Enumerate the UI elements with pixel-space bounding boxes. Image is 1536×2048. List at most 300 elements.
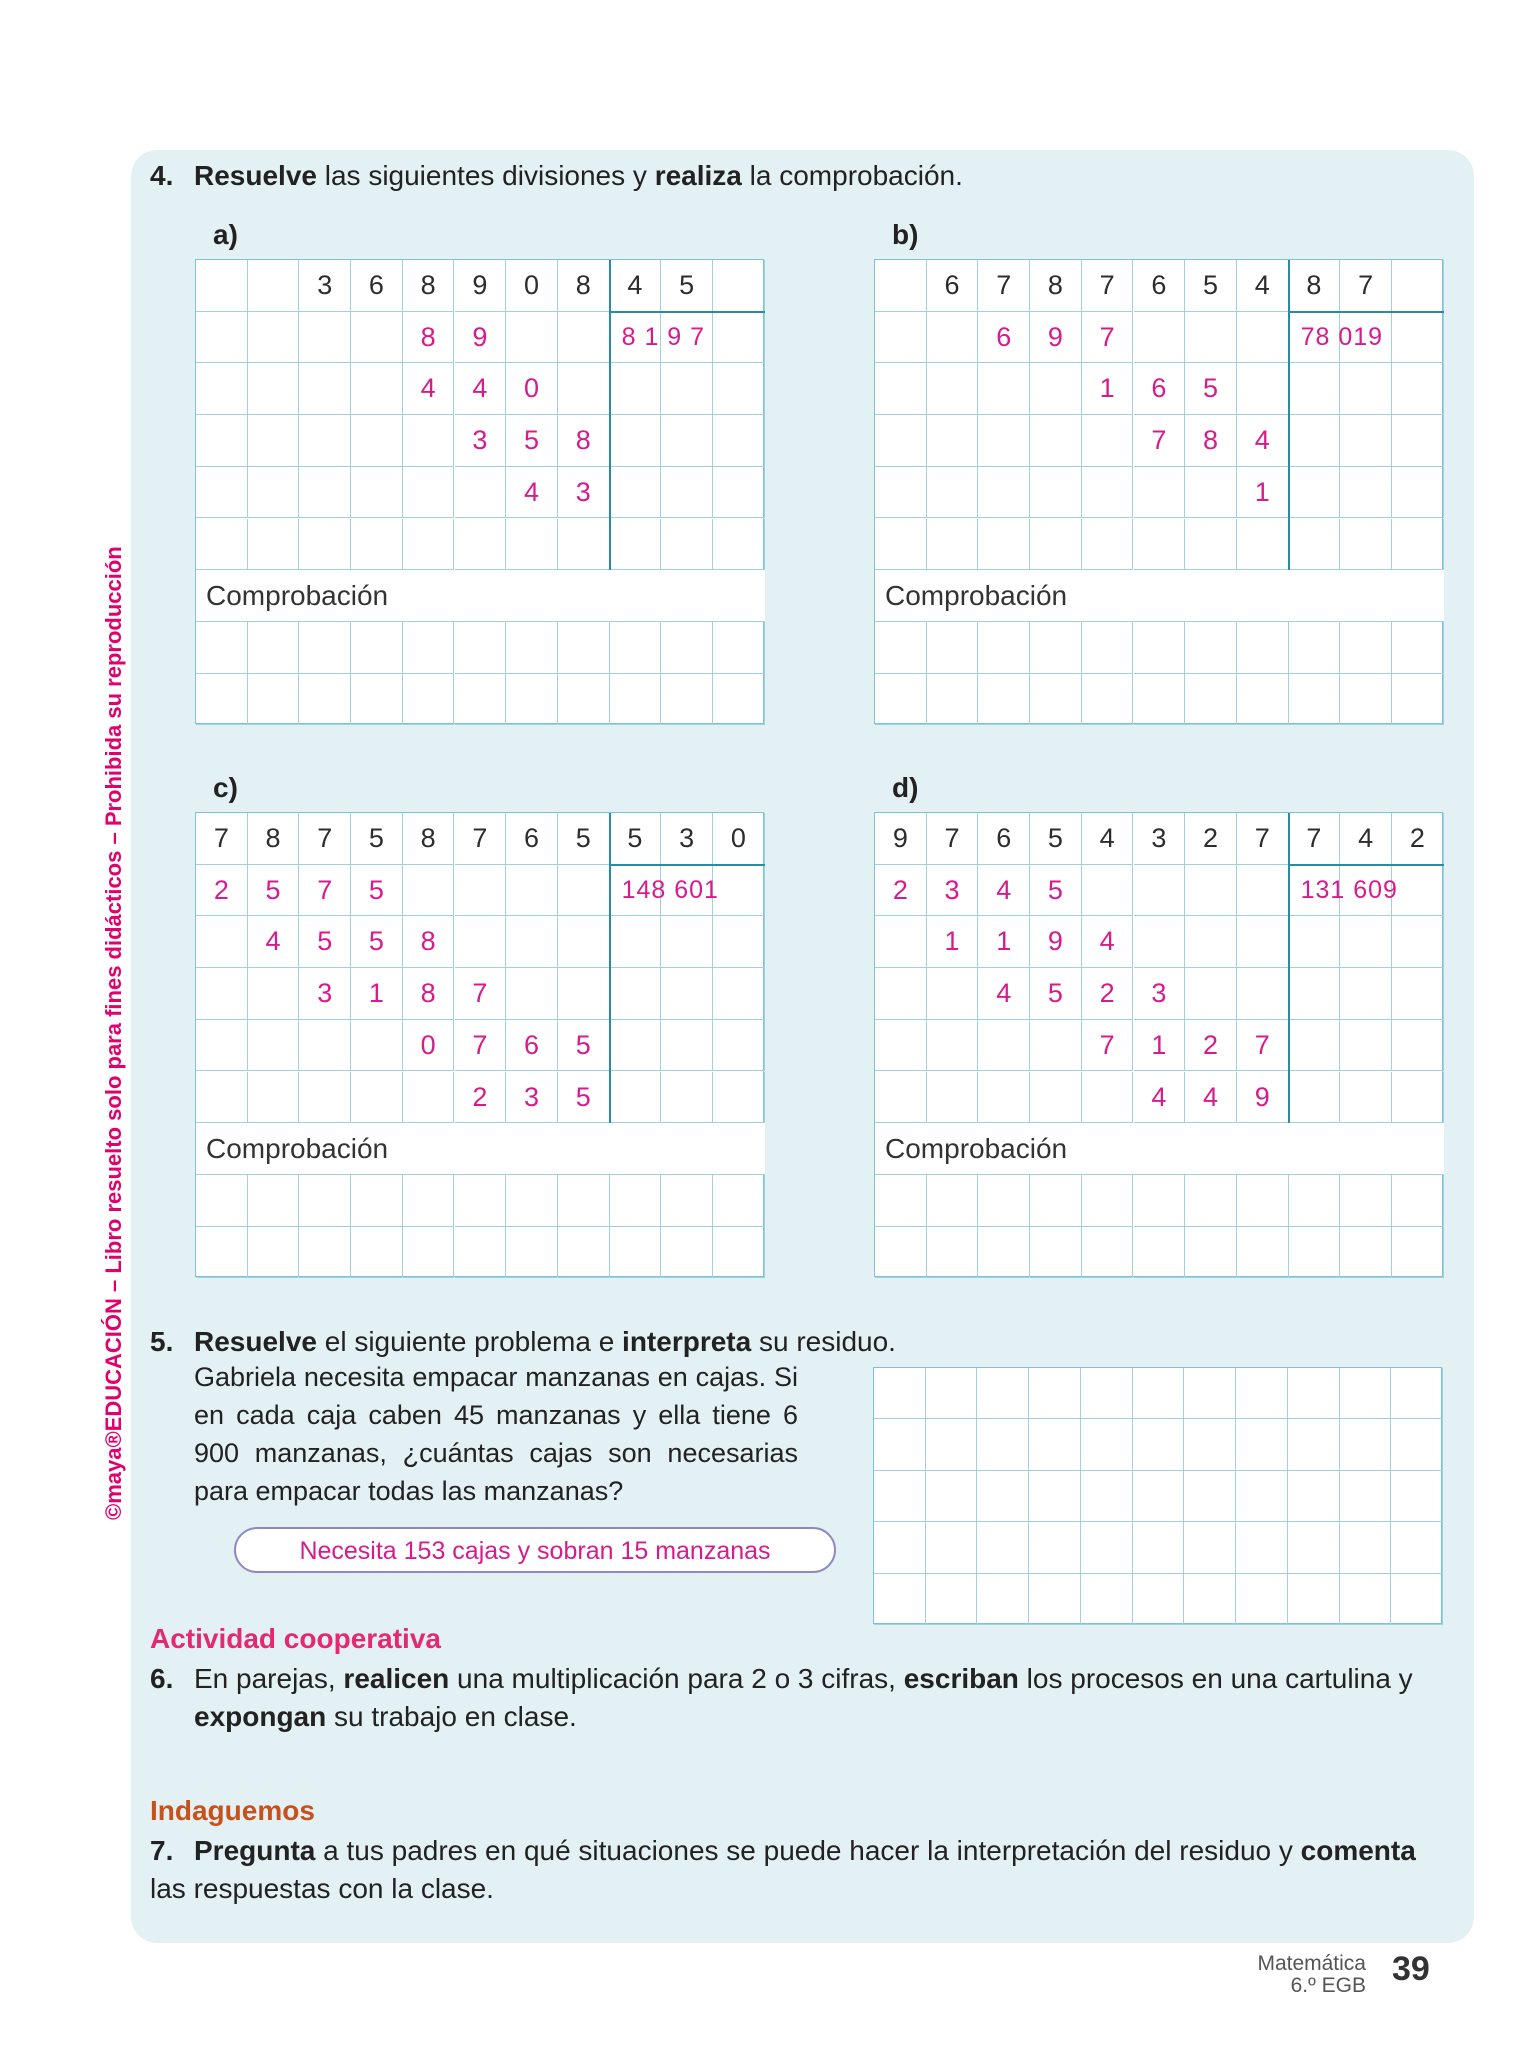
grid-cell[interactable] [506, 1175, 558, 1227]
grid-cell[interactable] [1340, 1574, 1392, 1625]
grid-cell[interactable] [1340, 1227, 1392, 1279]
grid-cell[interactable] [351, 1227, 403, 1279]
grid-cell[interactable] [248, 968, 300, 1020]
grid-cell[interactable] [927, 415, 979, 467]
grid-cell[interactable]: 4 [610, 260, 662, 312]
grid-cell[interactable] [1081, 1574, 1133, 1625]
grid-cell[interactable] [299, 1072, 351, 1124]
grid-cell[interactable] [1184, 1368, 1236, 1419]
grid-cell[interactable]: 7 [1082, 260, 1134, 312]
grid-cell[interactable] [1392, 865, 1444, 917]
grid-cell[interactable]: 8 [403, 968, 455, 1020]
grid-cell[interactable] [978, 519, 1030, 571]
grid-cell[interactable] [1030, 1072, 1082, 1124]
grid-cell[interactable] [455, 1227, 507, 1279]
grid-cell[interactable] [1236, 1419, 1288, 1470]
grid-cell[interactable] [248, 312, 300, 364]
grid-cell[interactable] [1392, 968, 1444, 1020]
grid-cell[interactable] [927, 1227, 979, 1279]
grid-cell[interactable] [1340, 1020, 1392, 1072]
grid-cell[interactable] [558, 312, 610, 364]
grid-cell[interactable] [248, 467, 300, 519]
grid-cell[interactable] [1340, 1072, 1392, 1124]
grid-cell[interactable]: 7 [1237, 813, 1289, 865]
grid-cell[interactable]: 7 [1082, 1020, 1134, 1072]
grid-cell[interactable] [196, 916, 248, 968]
grid-cell[interactable] [874, 1522, 926, 1573]
grid-cell[interactable] [713, 519, 765, 571]
grid-cell[interactable]: 4 [978, 968, 1030, 1020]
grid-cell[interactable]: 8 [1030, 260, 1082, 312]
grid-cell[interactable]: 7 [455, 813, 507, 865]
grid-cell[interactable]: 2 [455, 1072, 507, 1124]
grid-cell[interactable] [927, 968, 979, 1020]
grid-cell[interactable] [1133, 1574, 1185, 1625]
grid-cell[interactable]: 2 [1392, 813, 1444, 865]
grid-cell[interactable] [610, 1227, 662, 1279]
grid-cell[interactable] [299, 674, 351, 726]
grid-cell[interactable] [927, 363, 979, 415]
grid-cell[interactable]: 9 [455, 260, 507, 312]
grid-cell[interactable] [1030, 519, 1082, 571]
work-grid[interactable] [873, 1367, 1442, 1624]
grid-cell[interactable]: 9 [1237, 1072, 1289, 1124]
grid-cell[interactable]: 4 [1237, 260, 1289, 312]
grid-cell[interactable] [874, 1574, 926, 1625]
grid-cell[interactable] [1288, 1471, 1340, 1522]
grid-cell[interactable] [558, 622, 610, 674]
grid-cell[interactable]: 8 [1185, 415, 1237, 467]
grid-cell[interactable] [351, 363, 403, 415]
grid-cell[interactable] [875, 622, 927, 674]
grid-cell[interactable] [713, 363, 765, 415]
grid-cell[interactable]: 5 [1030, 865, 1082, 917]
grid-cell[interactable] [1082, 1072, 1134, 1124]
grid-cell[interactable]: 5 [1030, 968, 1082, 1020]
grid-cell[interactable] [978, 1175, 1030, 1227]
grid-cell[interactable]: 8 [403, 813, 455, 865]
grid-cell[interactable]: 2 [875, 865, 927, 917]
grid-cell[interactable] [1391, 1419, 1443, 1470]
grid-cell[interactable]: 6 [1134, 260, 1186, 312]
grid-cell[interactable]: 5 [661, 260, 713, 312]
grid-cell[interactable] [351, 467, 403, 519]
grid-cell[interactable]: 3 [558, 467, 610, 519]
grid-cell[interactable] [403, 1227, 455, 1279]
grid-cell[interactable] [713, 865, 765, 917]
grid-cell[interactable] [1030, 622, 1082, 674]
grid-cell[interactable] [1029, 1471, 1081, 1522]
grid-cell[interactable] [558, 916, 610, 968]
grid-cell[interactable] [455, 865, 507, 917]
grid-cell[interactable] [713, 1227, 765, 1279]
grid-cell[interactable]: 5 [610, 813, 662, 865]
grid-cell[interactable] [1391, 1471, 1443, 1522]
grid-cell[interactable] [299, 622, 351, 674]
grid-cell[interactable]: 7 [978, 260, 1030, 312]
grid-cell[interactable] [1289, 467, 1341, 519]
grid-cell[interactable]: 6 [978, 813, 1030, 865]
grid-cell[interactable] [1391, 1522, 1443, 1573]
grid-cell[interactable]: 7 [927, 813, 979, 865]
grid-cell[interactable]: 4 [403, 363, 455, 415]
grid-cell[interactable] [299, 415, 351, 467]
grid-cell[interactable] [403, 1175, 455, 1227]
grid-cell[interactable] [1340, 1368, 1392, 1419]
grid-cell[interactable] [661, 415, 713, 467]
grid-cell[interactable] [455, 519, 507, 571]
grid-cell[interactable]: 3 [1134, 813, 1186, 865]
grid-cell[interactable]: 9 [455, 312, 507, 364]
grid-cell[interactable] [661, 916, 713, 968]
grid-cell[interactable] [713, 916, 765, 968]
grid-cell[interactable] [455, 1175, 507, 1227]
grid-cell[interactable] [196, 1175, 248, 1227]
grid-cell[interactable]: 1 [1134, 1020, 1186, 1072]
grid-cell[interactable] [1134, 519, 1186, 571]
grid-cell[interactable] [1392, 260, 1444, 312]
grid-cell[interactable] [1133, 1368, 1185, 1419]
grid-cell[interactable] [610, 916, 662, 968]
grid-cell[interactable] [926, 1471, 978, 1522]
grid-cell[interactable] [455, 674, 507, 726]
grid-cell[interactable] [1030, 1020, 1082, 1072]
grid-cell[interactable] [1029, 1522, 1081, 1573]
grid-cell[interactable] [1134, 622, 1186, 674]
grid-cell[interactable]: 5 [299, 916, 351, 968]
grid-cell[interactable] [661, 968, 713, 1020]
grid-cell[interactable] [351, 1020, 403, 1072]
grid-cell[interactable] [351, 415, 403, 467]
grid-cell[interactable] [1029, 1574, 1081, 1625]
grid-cell[interactable] [1289, 1227, 1341, 1279]
grid-cell[interactable] [661, 1227, 713, 1279]
grid-cell[interactable]: 8 [1289, 260, 1341, 312]
grid-cell[interactable] [977, 1471, 1029, 1522]
grid-cell[interactable] [455, 622, 507, 674]
grid-cell[interactable]: 5 [248, 865, 300, 917]
grid-cell[interactable] [196, 363, 248, 415]
grid-cell[interactable] [1289, 916, 1341, 968]
grid-cell[interactable]: 3 [299, 260, 351, 312]
grid-cell[interactable] [1392, 674, 1444, 726]
grid-cell[interactable]: 0 [506, 260, 558, 312]
grid-cell[interactable]: 1 [927, 916, 979, 968]
grid-cell[interactable] [927, 519, 979, 571]
grid-cell[interactable] [978, 363, 1030, 415]
grid-cell[interactable] [1340, 1175, 1392, 1227]
grid-cell[interactable] [610, 363, 662, 415]
grid-cell[interactable] [1082, 1175, 1134, 1227]
grid-cell[interactable]: 5 [351, 813, 403, 865]
grid-cell[interactable] [558, 1227, 610, 1279]
grid-cell[interactable] [1289, 674, 1341, 726]
division-grid[interactable] [195, 812, 764, 1277]
grid-cell[interactable]: 7 [1082, 312, 1134, 364]
grid-cell[interactable] [506, 916, 558, 968]
grid-cell[interactable] [1236, 1368, 1288, 1419]
grid-cell[interactable]: 4 [1134, 1072, 1186, 1124]
grid-cell[interactable] [1237, 312, 1289, 364]
grid-cell[interactable] [875, 467, 927, 519]
grid-cell[interactable] [1236, 1522, 1288, 1573]
grid-cell[interactable] [927, 312, 979, 364]
grid-cell[interactable] [875, 674, 927, 726]
grid-cell[interactable] [1185, 622, 1237, 674]
grid-cell[interactable]: 7 [299, 813, 351, 865]
grid-cell[interactable] [1184, 1522, 1236, 1573]
grid-cell[interactable] [927, 1020, 979, 1072]
grid-cell[interactable]: 2 [1185, 813, 1237, 865]
grid-cell[interactable] [1237, 865, 1289, 917]
grid-cell[interactable]: 8 [403, 312, 455, 364]
grid-cell[interactable] [926, 1419, 978, 1470]
grid-cell[interactable] [1392, 1072, 1444, 1124]
grid-cell[interactable]: 3 [927, 865, 979, 917]
grid-cell[interactable] [403, 865, 455, 917]
grid-cell[interactable] [610, 968, 662, 1020]
grid-cell[interactable] [1289, 622, 1341, 674]
grid-cell[interactable] [1392, 622, 1444, 674]
grid-cell[interactable] [299, 312, 351, 364]
grid-cell[interactable] [1289, 519, 1341, 571]
grid-cell[interactable] [661, 363, 713, 415]
grid-cell[interactable]: 7 [455, 1020, 507, 1072]
grid-cell[interactable] [926, 1574, 978, 1625]
grid-cell[interactable] [978, 1227, 1030, 1279]
grid-cell[interactable]: 6 [351, 260, 403, 312]
grid-cell[interactable] [661, 674, 713, 726]
grid-cell[interactable]: 2 [196, 865, 248, 917]
grid-cell[interactable] [196, 968, 248, 1020]
grid-cell[interactable] [506, 312, 558, 364]
grid-cell[interactable] [403, 415, 455, 467]
grid-cell[interactable] [1185, 916, 1237, 968]
grid-cell[interactable] [196, 674, 248, 726]
grid-cell[interactable] [1392, 312, 1444, 364]
grid-cell[interactable] [1236, 1471, 1288, 1522]
grid-cell[interactable] [1185, 519, 1237, 571]
grid-cell[interactable] [1082, 1227, 1134, 1279]
grid-cell[interactable] [978, 467, 1030, 519]
grid-cell[interactable] [351, 312, 403, 364]
grid-cell[interactable] [610, 674, 662, 726]
grid-cell[interactable]: 6 [1134, 363, 1186, 415]
grid-cell[interactable]: 4 [506, 467, 558, 519]
grid-cell[interactable] [661, 1175, 713, 1227]
division-grid[interactable] [874, 812, 1443, 1277]
grid-cell[interactable]: 8 [403, 260, 455, 312]
grid-cell[interactable] [610, 1175, 662, 1227]
grid-cell[interactable] [1134, 1175, 1186, 1227]
grid-cell[interactable] [1134, 865, 1186, 917]
grid-cell[interactable] [1081, 1419, 1133, 1470]
grid-cell[interactable] [196, 1072, 248, 1124]
grid-cell[interactable] [875, 1175, 927, 1227]
grid-cell[interactable] [248, 363, 300, 415]
grid-cell[interactable] [351, 622, 403, 674]
grid-cell[interactable] [1237, 519, 1289, 571]
grid-cell[interactable]: 3 [661, 813, 713, 865]
grid-cell[interactable]: 5 [351, 865, 403, 917]
grid-cell[interactable] [1030, 363, 1082, 415]
grid-cell[interactable] [1030, 415, 1082, 467]
grid-cell[interactable] [1030, 467, 1082, 519]
grid-cell[interactable]: 3 [506, 1072, 558, 1124]
grid-cell[interactable] [713, 467, 765, 519]
grid-cell[interactable] [1029, 1419, 1081, 1470]
grid-cell[interactable]: 3 [1134, 968, 1186, 1020]
grid-cell[interactable] [506, 622, 558, 674]
grid-cell[interactable] [1237, 916, 1289, 968]
grid-cell[interactable]: 7 [1340, 260, 1392, 312]
grid-cell[interactable]: 5 [558, 813, 610, 865]
grid-cell[interactable]: 8 [558, 415, 610, 467]
grid-cell[interactable] [299, 467, 351, 519]
grid-cell[interactable] [558, 968, 610, 1020]
grid-cell[interactable] [875, 1020, 927, 1072]
grid-cell[interactable] [713, 968, 765, 1020]
grid-cell[interactable] [196, 312, 248, 364]
grid-cell[interactable] [1340, 916, 1392, 968]
grid-cell[interactable] [610, 1020, 662, 1072]
grid-cell[interactable] [1392, 1175, 1444, 1227]
grid-cell[interactable] [713, 1175, 765, 1227]
grid-cell[interactable] [1289, 1175, 1341, 1227]
grid-cell[interactable] [1082, 415, 1134, 467]
grid-cell[interactable] [926, 1522, 978, 1573]
grid-cell[interactable] [875, 363, 927, 415]
grid-cell[interactable] [661, 467, 713, 519]
grid-cell[interactable] [248, 1020, 300, 1072]
grid-cell[interactable]: 7 [1289, 813, 1341, 865]
grid-cell[interactable] [927, 1175, 979, 1227]
grid-cell[interactable]: 5 [1185, 363, 1237, 415]
grid-cell[interactable] [1340, 622, 1392, 674]
grid-cell[interactable] [1340, 519, 1392, 571]
grid-cell[interactable] [1030, 1227, 1082, 1279]
grid-cell[interactable] [1391, 1574, 1443, 1625]
grid-cell[interactable] [713, 622, 765, 674]
grid-cell[interactable] [506, 674, 558, 726]
grid-cell[interactable] [299, 519, 351, 571]
grid-cell[interactable] [874, 1419, 926, 1470]
grid-cell[interactable] [1185, 467, 1237, 519]
grid-cell[interactable] [248, 1175, 300, 1227]
grid-cell[interactable]: 9 [1030, 916, 1082, 968]
grid-cell[interactable] [1081, 1471, 1133, 1522]
grid-cell[interactable] [196, 415, 248, 467]
grid-cell[interactable] [1392, 363, 1444, 415]
grid-cell[interactable] [1392, 519, 1444, 571]
grid-cell[interactable] [610, 519, 662, 571]
grid-cell[interactable] [248, 1072, 300, 1124]
grid-cell[interactable] [1133, 1522, 1185, 1573]
grid-cell[interactable]: 9 [1030, 312, 1082, 364]
grid-cell[interactable]: 7 [455, 968, 507, 1020]
grid-cell[interactable] [1340, 467, 1392, 519]
grid-cell[interactable] [1392, 1227, 1444, 1279]
grid-cell[interactable]: 8 [248, 813, 300, 865]
grid-cell[interactable] [875, 1072, 927, 1124]
grid-cell[interactable] [1340, 415, 1392, 467]
grid-cell[interactable] [403, 467, 455, 519]
grid-cell[interactable] [1029, 1368, 1081, 1419]
answer-field[interactable]: Necesita 153 cajas y sobran 15 manzanas [234, 1527, 836, 1573]
division-grid[interactable] [195, 259, 764, 724]
grid-cell[interactable]: 5 [558, 1072, 610, 1124]
grid-cell[interactable]: 5 [1030, 813, 1082, 865]
grid-cell[interactable]: 7 [1237, 1020, 1289, 1072]
grid-cell[interactable] [1289, 968, 1341, 1020]
grid-cell[interactable] [1237, 968, 1289, 1020]
grid-cell[interactable]: 2 [1082, 968, 1134, 1020]
grid-cell[interactable] [713, 260, 765, 312]
grid-cell[interactable] [1185, 968, 1237, 1020]
grid-cell[interactable] [351, 674, 403, 726]
grid-cell[interactable]: 9 [875, 813, 927, 865]
grid-cell[interactable] [196, 519, 248, 571]
grid-cell[interactable] [1237, 363, 1289, 415]
grid-cell[interactable] [1392, 916, 1444, 968]
grid-cell[interactable]: 6 [927, 260, 979, 312]
grid-cell[interactable]: 6 [978, 312, 1030, 364]
grid-cell[interactable] [875, 415, 927, 467]
grid-cell[interactable] [1134, 916, 1186, 968]
grid-cell[interactable] [1391, 1368, 1443, 1419]
grid-cell[interactable] [713, 415, 765, 467]
grid-cell[interactable] [875, 916, 927, 968]
grid-cell[interactable]: 2 [1185, 1020, 1237, 1072]
grid-cell[interactable] [977, 1574, 1029, 1625]
grid-cell[interactable] [299, 363, 351, 415]
grid-cell[interactable] [610, 467, 662, 519]
grid-cell[interactable] [403, 622, 455, 674]
grid-cell[interactable] [927, 467, 979, 519]
grid-cell[interactable] [927, 674, 979, 726]
grid-cell[interactable]: 7 [196, 813, 248, 865]
grid-cell[interactable] [927, 1072, 979, 1124]
grid-cell[interactable]: 1 [351, 968, 403, 1020]
grid-cell[interactable] [1340, 363, 1392, 415]
grid-cell[interactable] [351, 1072, 403, 1124]
grid-cell[interactable] [1288, 1368, 1340, 1419]
division-grid[interactable] [874, 259, 1443, 724]
grid-cell[interactable] [248, 260, 300, 312]
grid-cell[interactable]: 4 [248, 916, 300, 968]
grid-cell[interactable] [1185, 865, 1237, 917]
grid-cell[interactable] [610, 1072, 662, 1124]
grid-cell[interactable]: 0 [403, 1020, 455, 1072]
grid-cell[interactable] [1133, 1419, 1185, 1470]
grid-cell[interactable]: 8 [403, 916, 455, 968]
grid-cell[interactable]: 4 [978, 865, 1030, 917]
grid-cell[interactable] [1289, 1072, 1341, 1124]
grid-cell[interactable] [875, 312, 927, 364]
grid-cell[interactable] [1392, 1020, 1444, 1072]
grid-cell[interactable]: 8 [558, 260, 610, 312]
grid-cell[interactable]: 4 [1082, 916, 1134, 968]
grid-cell[interactable] [196, 1227, 248, 1279]
grid-cell[interactable] [875, 260, 927, 312]
grid-cell[interactable] [1082, 519, 1134, 571]
grid-cell[interactable] [977, 1522, 1029, 1573]
grid-cell[interactable] [1392, 467, 1444, 519]
grid-cell[interactable] [1340, 1522, 1392, 1573]
grid-cell[interactable] [1288, 1419, 1340, 1470]
grid-cell[interactable] [351, 1175, 403, 1227]
grid-cell[interactable] [661, 1072, 713, 1124]
